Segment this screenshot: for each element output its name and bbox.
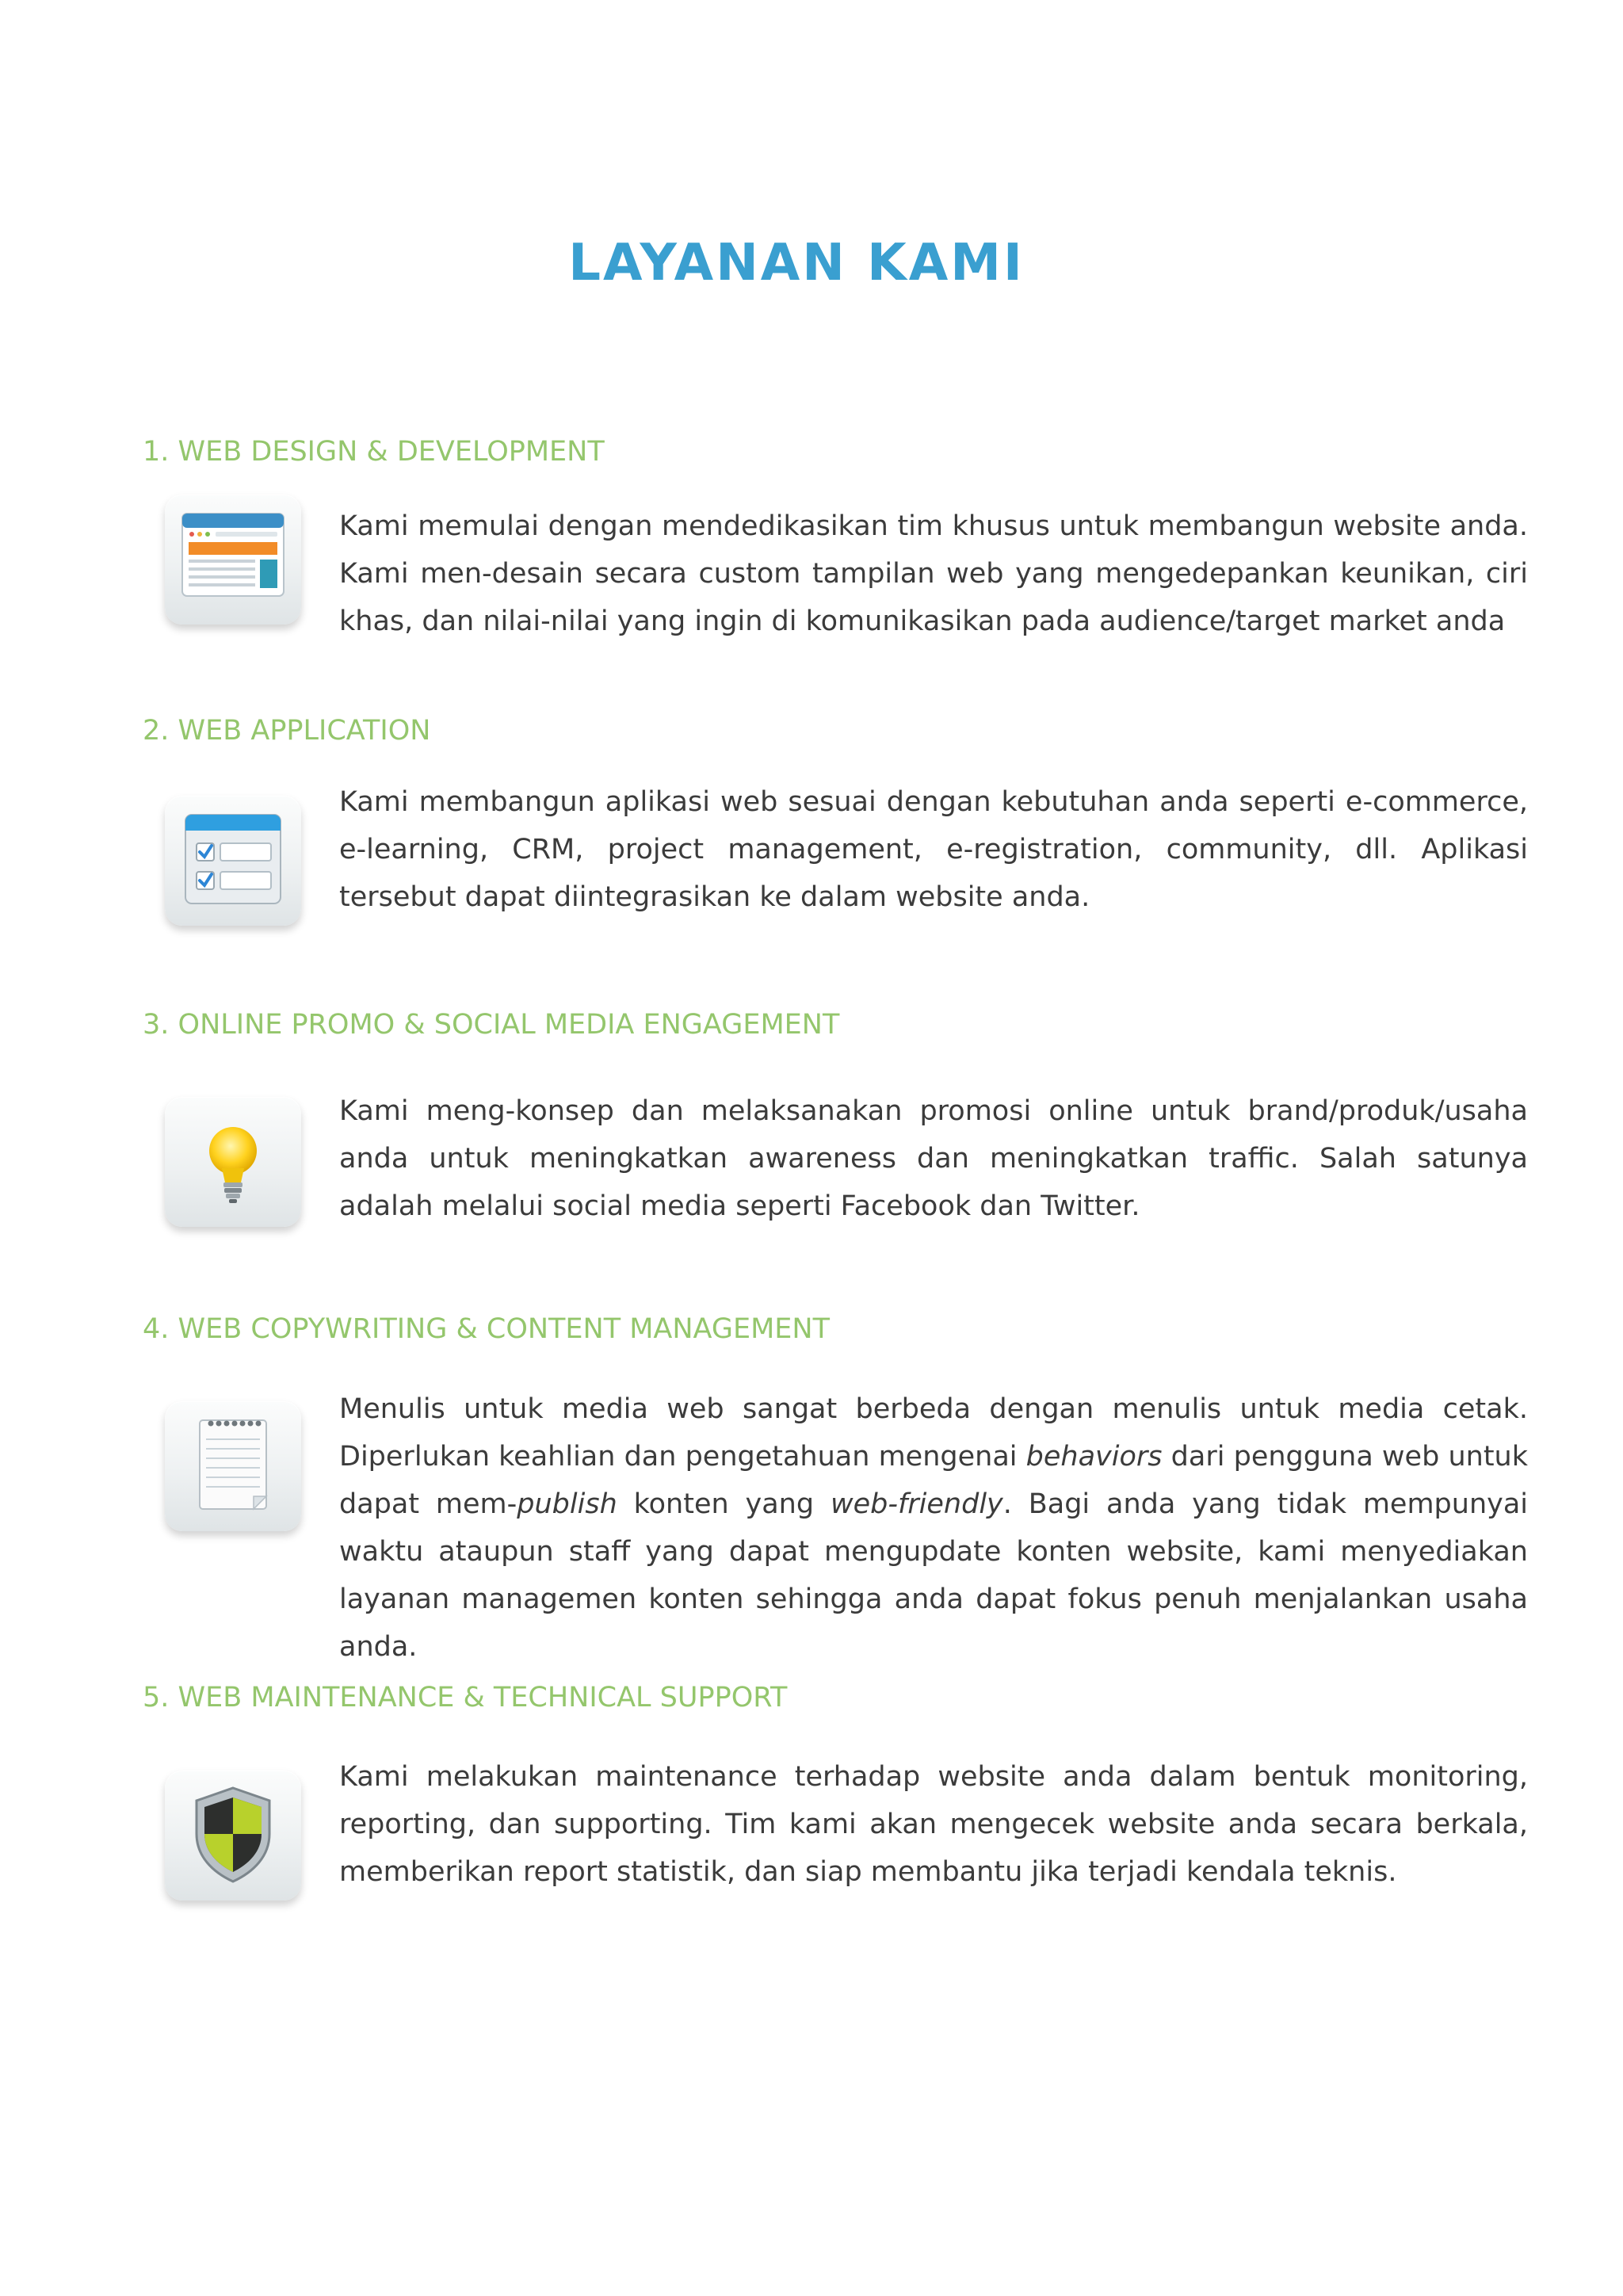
service-description-web-application: Kami membangun aplikasi web sesuai dengan kebutuhan anda seperti e-commerce, e-learning, CRM, project management, e-registration, community, dll. Aplikasi tersebut dapat diintegrasikan ke dalam website anda. <box>339 786 1528 913</box>
security-shield-icon <box>165 1771 301 1901</box>
service-description-copywriting <box>339 1385 1528 1671</box>
service-heading-web-application: 2. WEB APPLICATION <box>143 715 431 747</box>
emphasis-publish: publish <box>517 1488 617 1520</box>
service-description-online-promo: Kami meng-konsep dan melaksanakan promosi online untuk brand/produk/usaha anda untuk meningkatkan awareness dan meningkatkan traffic. Salah satunya adalah melalui social media seperti Facebook dan Twitter. <box>339 1095 1528 1222</box>
service-heading-online-promo: 3. ONLINE PROMO & SOCIAL MEDIA ENGAGEMENT <box>143 1009 840 1041</box>
notepad-icon <box>165 1401 301 1531</box>
service-heading-web-design: 1. WEB DESIGN & DEVELOPMENT <box>143 436 605 468</box>
description-text: . Bagi anda yang tidak mempunyai waktu ataupun staff yang dapat mengupdate konten website, kami menyediakan layanan managemen konten sehingga anda dapat fokus penuh menjalankan usaha anda. <box>339 1488 1529 1663</box>
browser-window-icon <box>165 495 301 625</box>
description-text: dari pengguna web untuk dapat mem- <box>339 1441 1529 1520</box>
page-title: LAYANAN KAMI <box>568 234 1025 292</box>
service-description-maintenance: Kami melakukan maintenance terhadap website anda dalam bentuk monitoring, reporting, dan supporting. Tim kami akan mengecek website anda secara berkala, memberikan report statistik, dan siap membantu jika terjadi kendala teknis. <box>339 1761 1528 1888</box>
description-text: konten yang <box>617 1488 831 1520</box>
service-heading-copywriting: 4. WEB COPYWRITING & CONTENT MANAGEMENT <box>143 1313 830 1345</box>
emphasis-behaviors: behaviors <box>1025 1441 1163 1473</box>
checklist-form-icon <box>165 796 301 926</box>
service-description-web-design: Kami memulai dengan mendedikasikan tim khusus untuk membangun website anda. Kami men-desain secara custom tampilan web yang mengedepankan keunikan, ciri khas, dan nilai-nilai yang ingin di komunikasikan pada audience/target market anda <box>339 510 1528 637</box>
emphasis-web-friendly: web-friendly <box>830 1488 1003 1520</box>
description-text: Menulis untuk media web sangat berbeda dengan menulis untuk media cetak. Diperlukan keahlian dan pengetahuan mengenai <box>339 1393 1528 1473</box>
service-heading-maintenance: 5. WEB MAINTENANCE & TECHNICAL SUPPORT <box>143 1682 788 1713</box>
light-bulb-icon <box>165 1097 301 1227</box>
